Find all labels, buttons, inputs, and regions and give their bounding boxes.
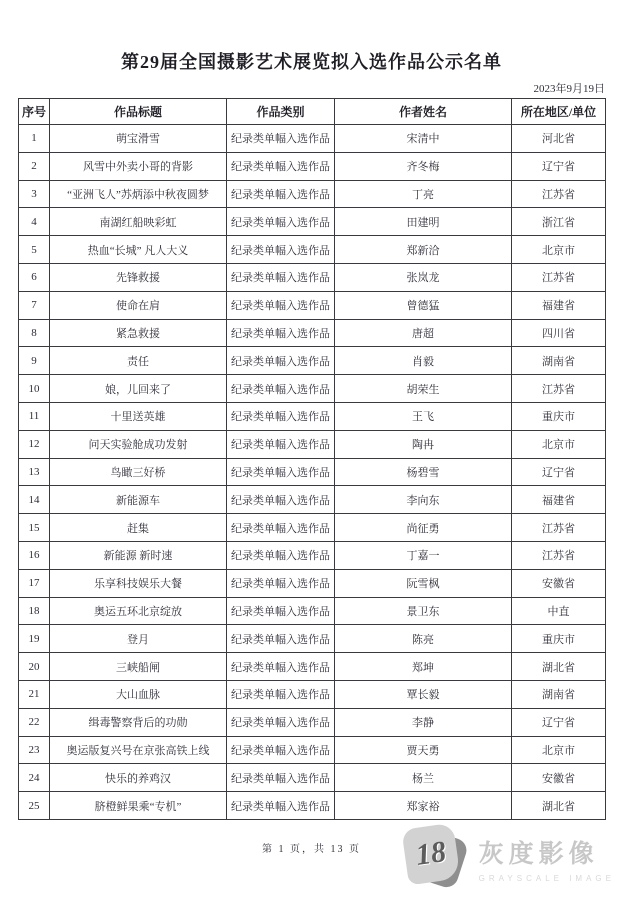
cell-work-category: 纪录类单幅入选作品 xyxy=(227,653,335,681)
table-row xyxy=(19,347,606,375)
cell-region-unit: 浙江省 xyxy=(512,208,606,236)
cell-author-name: 陶冉 xyxy=(335,430,512,458)
cell-serial-number: 22 xyxy=(19,708,50,736)
header-work-title: 作品标题 xyxy=(50,99,227,125)
cell-work-category: 纪录类单幅入选作品 xyxy=(227,430,335,458)
header-work-category: 作品类别 xyxy=(227,99,335,125)
table-row xyxy=(19,430,606,458)
cell-region-unit: 湖北省 xyxy=(512,792,606,820)
cell-region-unit: 安徽省 xyxy=(512,764,606,792)
cell-serial-number: 24 xyxy=(19,764,50,792)
table-row xyxy=(19,180,606,208)
cell-work-title: 责任 xyxy=(50,347,227,375)
cell-author-name: 丁嘉一 xyxy=(335,541,512,569)
cell-region-unit: 湖南省 xyxy=(512,347,606,375)
cell-author-name: 贾天勇 xyxy=(335,736,512,764)
cell-author-name: 杨碧雪 xyxy=(335,458,512,486)
logo-front-shape xyxy=(401,823,460,886)
cell-work-title: “亚洲飞人”苏炳添中秋夜圆梦 xyxy=(50,180,227,208)
cell-region-unit: 北京市 xyxy=(512,430,606,458)
cell-serial-number: 13 xyxy=(19,458,50,486)
cell-author-name: 曾德猛 xyxy=(335,291,512,319)
cell-author-name: 宋清中 xyxy=(335,125,512,153)
works-table xyxy=(18,98,606,820)
cell-author-name: 景卫东 xyxy=(335,597,512,625)
cell-work-title: 南湖红船映彩虹 xyxy=(50,208,227,236)
cell-work-category: 纪录类单幅入选作品 xyxy=(227,291,335,319)
page-number: 第 1 页，共 13 页 xyxy=(262,844,361,855)
cell-author-name: 李向东 xyxy=(335,486,512,514)
cell-work-category: 纪录类单幅入选作品 xyxy=(227,764,335,792)
cell-work-category: 纪录类单幅入选作品 xyxy=(227,569,335,597)
cell-serial-number: 21 xyxy=(19,680,50,708)
cell-work-title: 奥运五环北京绽放 xyxy=(50,597,227,625)
cell-serial-number: 19 xyxy=(19,625,50,653)
cell-work-title: 脐橙鲜果乘“专机” xyxy=(50,792,227,820)
cell-region-unit: 江苏省 xyxy=(512,514,606,542)
cell-author-name: 张岚龙 xyxy=(335,263,512,291)
page-title: 第29届全国摄影艺术展览拟入选作品公示名单 xyxy=(121,52,502,72)
cell-work-category: 纪录类单幅入选作品 xyxy=(227,708,335,736)
cell-author-name: 王飞 xyxy=(335,402,512,430)
watermark xyxy=(405,826,615,890)
cell-serial-number: 1 xyxy=(19,125,50,153)
cell-serial-number: 25 xyxy=(19,792,50,820)
cell-author-name: 阮雪枫 xyxy=(335,569,512,597)
table-row xyxy=(19,736,606,764)
table-row xyxy=(19,125,606,153)
cell-work-category: 纪录类单幅入选作品 xyxy=(227,514,335,542)
cell-author-name: 肖毅 xyxy=(335,347,512,375)
table-row xyxy=(19,375,606,403)
cell-region-unit: 湖南省 xyxy=(512,680,606,708)
cell-work-category: 纪录类单幅入选作品 xyxy=(227,597,335,625)
cell-region-unit: 重庆市 xyxy=(512,625,606,653)
cell-work-title: 登月 xyxy=(50,625,227,653)
watermark-text-block xyxy=(479,834,615,883)
logo-number: 18 xyxy=(413,835,448,872)
cell-region-unit: 湖北省 xyxy=(512,653,606,681)
table-row xyxy=(19,319,606,347)
cell-serial-number: 17 xyxy=(19,569,50,597)
table-row xyxy=(19,653,606,681)
cell-work-title: 鸟瞰三好桥 xyxy=(50,458,227,486)
cell-work-category: 纪录类单幅入选作品 xyxy=(227,402,335,430)
cell-work-title: 使命在肩 xyxy=(50,291,227,319)
cell-work-title: 大山血脉 xyxy=(50,680,227,708)
cell-serial-number: 8 xyxy=(19,319,50,347)
cell-work-category: 纪录类单幅入选作品 xyxy=(227,263,335,291)
table-row xyxy=(19,764,606,792)
cell-region-unit: 安徽省 xyxy=(512,569,606,597)
cell-work-title: 热血“长城” 凡人大义 xyxy=(50,236,227,264)
cell-work-category: 纪录类单幅入选作品 xyxy=(227,541,335,569)
cell-work-title: 快乐的养鸡汉 xyxy=(50,764,227,792)
cell-author-name: 陈亮 xyxy=(335,625,512,653)
table-header-row xyxy=(19,99,606,125)
cell-work-title: 奥运版复兴号在京张高铁上线 xyxy=(50,736,227,764)
cell-author-name: 郑新洽 xyxy=(335,236,512,264)
cell-work-category: 纪录类单幅入选作品 xyxy=(227,736,335,764)
cell-work-title: 乐享科技娱乐大餐 xyxy=(50,569,227,597)
table-row xyxy=(19,514,606,542)
table-row xyxy=(19,680,606,708)
cell-work-title: 缉毒警察背后的功勋 xyxy=(50,708,227,736)
cell-serial-number: 20 xyxy=(19,653,50,681)
cell-work-title: 新能源车 xyxy=(50,486,227,514)
cell-work-category: 纪录类单幅入选作品 xyxy=(227,625,335,653)
cell-work-title: 三峡船闸 xyxy=(50,653,227,681)
table-row xyxy=(19,152,606,180)
cell-work-title: 萌宝滑雪 xyxy=(50,125,227,153)
cell-region-unit: 江苏省 xyxy=(512,375,606,403)
cell-work-title: 十里送英雄 xyxy=(50,402,227,430)
cell-work-title: 紧急救援 xyxy=(50,319,227,347)
publish-date: 2023年9月19日 xyxy=(533,83,605,95)
cell-work-title: 新能源 新时速 xyxy=(50,541,227,569)
cell-serial-number: 4 xyxy=(19,208,50,236)
cell-region-unit: 重庆市 xyxy=(512,402,606,430)
cell-work-category: 纪录类单幅入选作品 xyxy=(227,236,335,264)
cell-region-unit: 江苏省 xyxy=(512,541,606,569)
table-row xyxy=(19,541,606,569)
cell-work-title: 赶集 xyxy=(50,514,227,542)
cell-serial-number: 12 xyxy=(19,430,50,458)
cell-author-name: 丁亮 xyxy=(335,180,512,208)
cell-author-name: 胡荣生 xyxy=(335,375,512,403)
table-row xyxy=(19,792,606,820)
table-row xyxy=(19,625,606,653)
table-row xyxy=(19,208,606,236)
cell-work-category: 纪录类单幅入选作品 xyxy=(227,680,335,708)
cell-serial-number: 23 xyxy=(19,736,50,764)
cell-work-category: 纪录类单幅入选作品 xyxy=(227,375,335,403)
cell-region-unit: 中直 xyxy=(512,597,606,625)
header-region-unit: 所在地区/单位 xyxy=(512,99,606,125)
cell-serial-number: 2 xyxy=(19,152,50,180)
cell-serial-number: 14 xyxy=(19,486,50,514)
cell-region-unit: 福建省 xyxy=(512,291,606,319)
cell-serial-number: 6 xyxy=(19,263,50,291)
table-row xyxy=(19,291,606,319)
cell-serial-number: 16 xyxy=(19,541,50,569)
cell-region-unit: 江苏省 xyxy=(512,263,606,291)
cell-serial-number: 18 xyxy=(19,597,50,625)
table-row xyxy=(19,569,606,597)
cell-serial-number: 15 xyxy=(19,514,50,542)
cell-author-name: 李静 xyxy=(335,708,512,736)
table-row xyxy=(19,263,606,291)
cell-work-category: 纪录类单幅入选作品 xyxy=(227,125,335,153)
cell-region-unit: 四川省 xyxy=(512,319,606,347)
cell-region-unit: 北京市 xyxy=(512,236,606,264)
watermark-name: 灰度影像 xyxy=(478,840,599,868)
cell-work-category: 纪录类单幅入选作品 xyxy=(227,458,335,486)
cell-work-title: 娘，儿回来了 xyxy=(50,375,227,403)
cell-author-name: 郑家裕 xyxy=(335,792,512,820)
watermark-18-logo-icon xyxy=(405,826,467,890)
watermark-subtitle: GRAYSCALE IMAGE xyxy=(478,873,615,883)
cell-author-name: 杨兰 xyxy=(335,764,512,792)
header-author-name: 作者姓名 xyxy=(335,99,512,125)
cell-serial-number: 7 xyxy=(19,291,50,319)
header-serial-number: 序号 xyxy=(19,99,50,125)
table-row xyxy=(19,236,606,264)
cell-region-unit: 辽宁省 xyxy=(512,458,606,486)
cell-region-unit: 北京市 xyxy=(512,736,606,764)
table-row xyxy=(19,486,606,514)
table-row xyxy=(19,597,606,625)
cell-serial-number: 9 xyxy=(19,347,50,375)
cell-region-unit: 辽宁省 xyxy=(512,152,606,180)
cell-author-name: 齐冬梅 xyxy=(335,152,512,180)
cell-work-category: 纪录类单幅入选作品 xyxy=(227,208,335,236)
cell-work-category: 纪录类单幅入选作品 xyxy=(227,486,335,514)
cell-serial-number: 10 xyxy=(19,375,50,403)
cell-serial-number: 11 xyxy=(19,402,50,430)
cell-author-name: 尚征勇 xyxy=(335,514,512,542)
cell-work-category: 纪录类单幅入选作品 xyxy=(227,152,335,180)
cell-work-category: 纪录类单幅入选作品 xyxy=(227,792,335,820)
cell-work-category: 纪录类单幅入选作品 xyxy=(227,347,335,375)
cell-author-name: 田建明 xyxy=(335,208,512,236)
cell-serial-number: 3 xyxy=(19,180,50,208)
cell-region-unit: 河北省 xyxy=(512,125,606,153)
cell-author-name: 唐超 xyxy=(335,319,512,347)
cell-work-title: 先锋救援 xyxy=(50,263,227,291)
cell-region-unit: 福建省 xyxy=(512,486,606,514)
cell-region-unit: 江苏省 xyxy=(512,180,606,208)
cell-author-name: 覃长毅 xyxy=(335,680,512,708)
cell-work-category: 纪录类单幅入选作品 xyxy=(227,319,335,347)
cell-work-title: 风雪中外卖小哥的背影 xyxy=(50,152,227,180)
cell-work-category: 纪录类单幅入选作品 xyxy=(227,180,335,208)
cell-serial-number: 5 xyxy=(19,236,50,264)
cell-work-title: 问天实验舱成功发射 xyxy=(50,430,227,458)
cell-author-name: 郑坤 xyxy=(335,653,512,681)
table-row xyxy=(19,708,606,736)
cell-region-unit: 辽宁省 xyxy=(512,708,606,736)
table-row xyxy=(19,402,606,430)
table-row xyxy=(19,458,606,486)
